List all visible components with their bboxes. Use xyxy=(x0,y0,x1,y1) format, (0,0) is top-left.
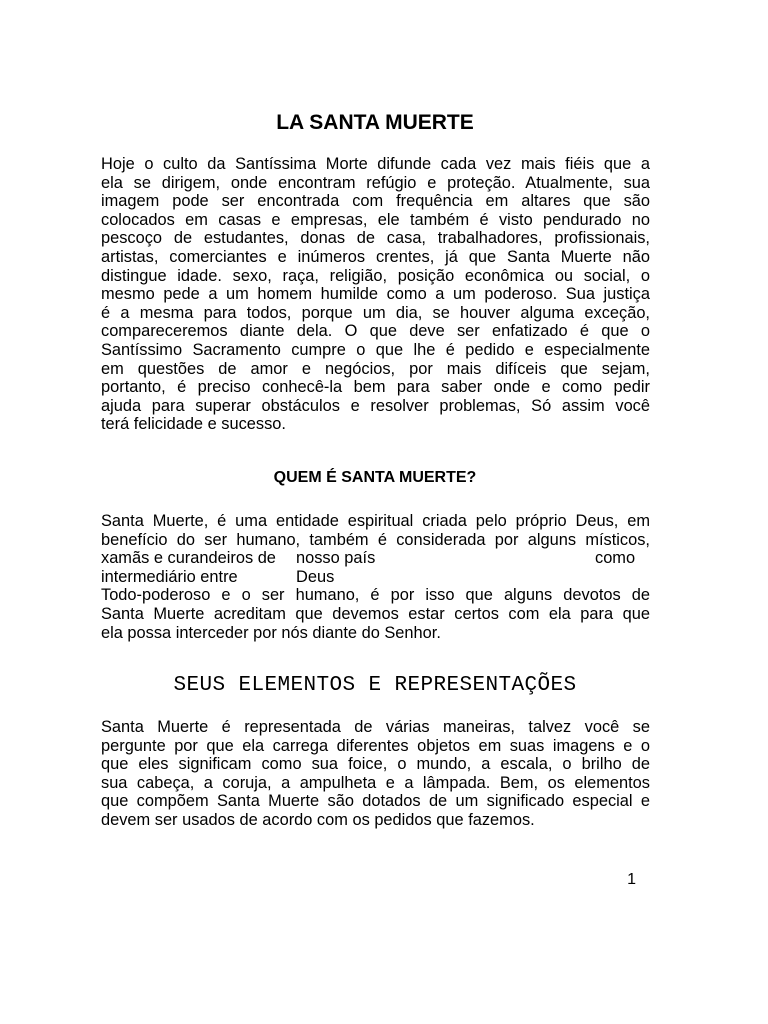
paragraph-line-split xyxy=(101,568,650,587)
paragraph-line: sua cabeça, a coruja, a ampulheta e a lâmpada. Bem, os elementos xyxy=(101,773,650,792)
paragraph-line: que compõem Santa Muerte são dotados de um significado especial e xyxy=(101,792,650,811)
section-heading-quem-e-santa-muerte: QUEM É SANTA MUERTE? xyxy=(273,469,477,486)
paragraph-line: em questões de amor e negócios, por mais difíceis que sejam, xyxy=(101,359,650,378)
paragraph-line-split xyxy=(101,549,650,568)
paragraph-line: pescoço de estudantes, donas de casa, trabalhadores, profissionais, xyxy=(101,229,650,248)
paragraph-line: devem ser usados de acordo com os pedidos que fazemos. xyxy=(101,810,535,829)
paragraph-fragment: como xyxy=(595,549,636,568)
paragraph-fragment: Deus xyxy=(296,567,335,586)
paragraph-line: Santíssimo Sacramento cumpre o que lhe é pedido e especialmente xyxy=(101,340,650,359)
paragraph-line: Santa Muerte é representada de várias maneiras, talvez você se xyxy=(101,718,650,736)
paragraph-line: Todo-poderoso e o ser humano, é por isso que alguns devotos de xyxy=(101,586,650,605)
paragraph-line: distingue idade. sexo, raça, religião, posição econômica ou social, o xyxy=(101,266,650,285)
paragraph-fragment: xamãs e curandeiros de xyxy=(101,549,276,568)
paragraph-fragment: intermediário entre xyxy=(101,567,238,586)
elementos-paragraph xyxy=(101,718,650,830)
paragraph-line: mesmo pede a um homem humilde como a um poderoso. Sua justiça xyxy=(101,285,650,304)
paragraph-line: Santa Muerte, é uma entidade espiritual criada pelo próprio Deus, em xyxy=(101,512,650,530)
quem-e-paragraph xyxy=(101,512,650,642)
section-heading-elementos: SEUS ELEMENTOS E REPRESENTAÇÕES xyxy=(173,674,577,697)
intro-paragraph xyxy=(101,155,650,434)
paragraph-line: ajuda para superar obstáculos e resolver problemas, Só assim você xyxy=(101,396,650,415)
paragraph-line: artistas, comerciantes e inúmeros crentes, já que Santa Muerte não xyxy=(101,247,650,266)
document-title: LA SANTA MUERTE xyxy=(276,111,474,134)
paragraph-line: é a mesma para todos, porque um dia, se houver alguma exceção, xyxy=(101,303,650,322)
paragraph-line: ela possa interceder por nós diante do Senhor. xyxy=(101,623,441,642)
paragraph-line: terá felicidade e sucesso. xyxy=(101,415,286,434)
paragraph-line: que eles significam como sua foice, o mundo, a escala, o brilho de xyxy=(101,755,650,774)
paragraph-fragment: nosso país xyxy=(296,549,376,568)
paragraph-line: imagem pode ser encontrada com frequência em altares que são xyxy=(101,192,650,211)
paragraph-line: portanto, é preciso conhecê-la bem para saber onde e como pedir xyxy=(101,378,650,397)
paragraph-line: ela se dirigem, onde encontram refúgio e proteção. Atualmente, sua xyxy=(101,173,650,192)
paragraph-line: compareceremos diante dela. O que deve ser enfatizado é que o xyxy=(101,322,650,341)
paragraph-line: Hoje o culto da Santíssima Morte difunde cada vez mais fiéis que a xyxy=(101,155,650,173)
page-number: 1 xyxy=(627,871,636,888)
paragraph-line: benefício do ser humano, também é considerada por alguns místicos, xyxy=(101,530,650,549)
paragraph-line: Santa Muerte acreditam que devemos estar certos com ela para que xyxy=(101,604,650,623)
paragraph-line: colocados em casas e empresas, ele também é visto pendurado no xyxy=(101,210,650,229)
paragraph-line: pergunte por que ela carrega diferentes objetos em suas imagens e o xyxy=(101,736,650,755)
